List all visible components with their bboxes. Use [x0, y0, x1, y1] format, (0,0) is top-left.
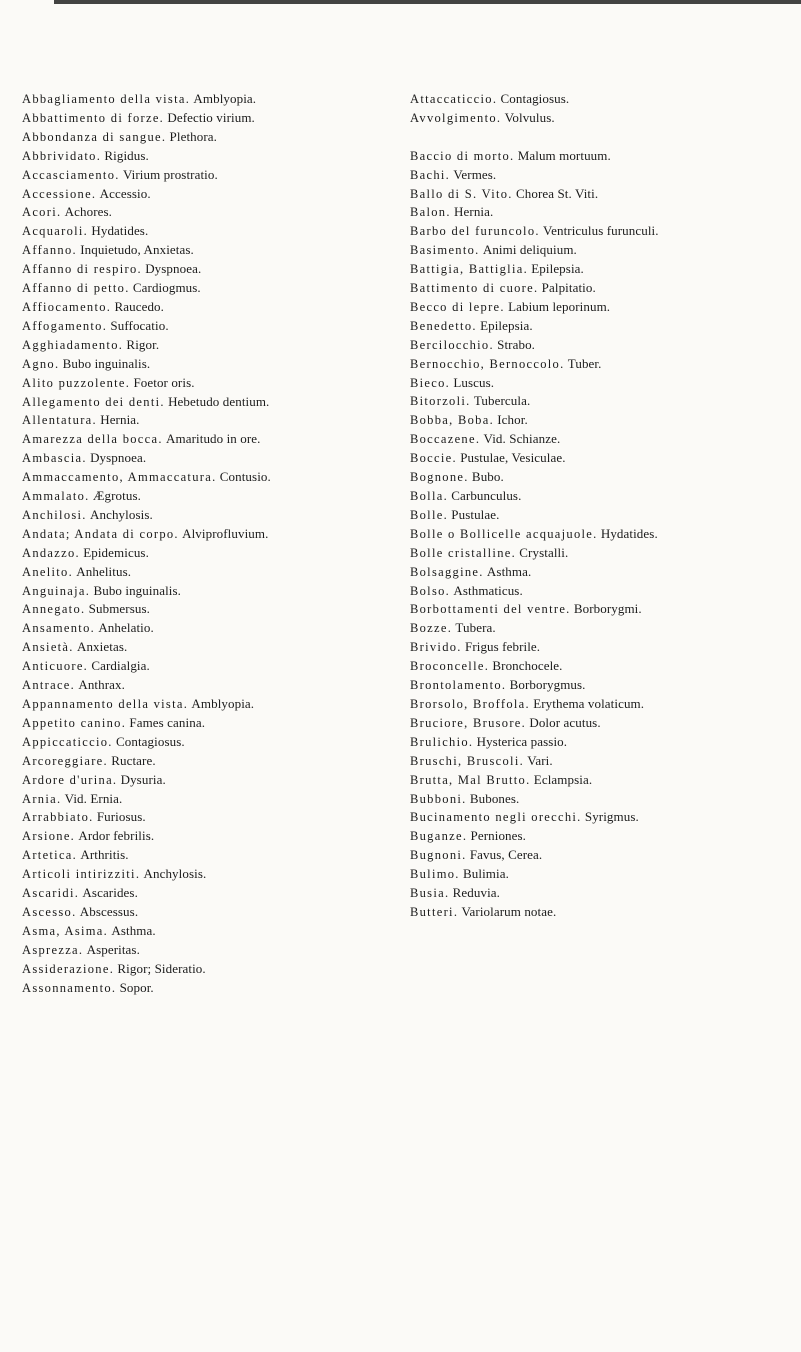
entry-term: Basimento.	[410, 243, 480, 258]
entry-translation: Anhelatio.	[98, 620, 154, 636]
entry-term: Affiocamento.	[22, 299, 112, 314]
dictionary-entry	[22, 430, 390, 449]
entry-translation: Asperitas.	[86, 941, 140, 957]
dictionary-entry	[22, 90, 390, 109]
entry-term: Ansietà.	[22, 640, 74, 655]
dictionary-entry	[22, 449, 390, 468]
entry-term: Asprezza.	[22, 942, 84, 957]
entry-term: Becco di lepre.	[410, 299, 505, 314]
dictionary-entry	[410, 355, 790, 374]
entry-translation: Labium leporinum.	[508, 298, 611, 314]
entry-term: Amarezza della bocca.	[22, 432, 163, 447]
entry-translation: Ardor febrilis.	[78, 828, 155, 844]
entry-term: Bolso.	[410, 583, 451, 598]
entry-term: Brulichio.	[410, 734, 474, 749]
entry-translation: Virium prostratio.	[122, 166, 218, 182]
dictionary-entry	[22, 752, 390, 771]
entry-translation: Achores.	[64, 204, 113, 220]
entry-translation: Vid. Schianze.	[483, 431, 561, 447]
dictionary-entry	[410, 222, 790, 241]
dictionary-entry	[410, 846, 790, 865]
entry-translation: Luscus.	[453, 374, 495, 390]
entry-term: Andazzo.	[22, 545, 80, 560]
dictionary-entry	[22, 714, 390, 733]
entry-term: Anguinaja.	[22, 583, 91, 598]
entry-term: Anticuore.	[22, 659, 89, 674]
entry-term: Accessione.	[22, 186, 97, 201]
entry-translation: Hydatides.	[600, 525, 658, 541]
entry-term: Battimento di cuore.	[410, 281, 539, 296]
entry-term: Brorsolo, Broffola.	[410, 696, 530, 711]
entry-term: Annegato.	[22, 602, 86, 617]
entry-term: Bitorzoli.	[410, 394, 471, 409]
dictionary-entry	[22, 128, 390, 147]
entry-translation: Bulimia.	[462, 866, 509, 882]
dictionary-entry	[22, 222, 390, 241]
entry-translation: Defectio virium.	[167, 109, 255, 125]
entry-translation: Anchylosis.	[143, 866, 207, 882]
dictionary-entry	[410, 714, 790, 733]
entry-term: Bolle cristalline.	[410, 545, 517, 560]
entry-translation: Dolor acutus.	[529, 714, 601, 730]
dictionary-entry	[410, 695, 790, 714]
dictionary-entry	[410, 430, 790, 449]
left-column	[22, 90, 390, 998]
top-rule	[54, 0, 801, 4]
dictionary-entry	[22, 393, 390, 412]
dictionary-entry	[22, 733, 390, 752]
entry-term: Arnia.	[22, 791, 62, 806]
entry-term: Ammaccamento, Ammaccatura.	[22, 470, 217, 485]
entry-term: Appetito canino.	[22, 715, 127, 730]
entry-translation: Epilepsia.	[531, 261, 584, 277]
entry-translation: Hebetudo dentium.	[168, 393, 270, 409]
entry-translation: Asthmaticus.	[453, 582, 523, 598]
dictionary-entry	[410, 449, 790, 468]
dictionary-entry	[410, 411, 790, 430]
dictionary-entry	[410, 241, 790, 260]
dictionary-entry	[410, 600, 790, 619]
entry-translation: Ascarides.	[82, 885, 138, 901]
entry-translation: Chorea St. Viti.	[515, 185, 599, 201]
dictionary-entry	[22, 979, 390, 998]
dictionary-entry	[410, 884, 790, 903]
dictionary-entry	[22, 336, 390, 355]
entry-term: Attaccaticcio.	[410, 92, 498, 106]
dictionary-entry	[22, 582, 390, 601]
entry-translation: Anchylosis.	[89, 506, 153, 522]
entry-term: Andata; Andata di corpo.	[22, 526, 179, 541]
entry-term: Bolsaggine.	[410, 564, 484, 579]
entry-translation: Amblyopia.	[191, 696, 255, 711]
right-column	[410, 90, 790, 922]
dictionary-entry	[410, 109, 790, 128]
entry-term: Ardore d'urina.	[22, 772, 118, 787]
dictionary-entry	[410, 563, 790, 582]
entry-translation: Fames canina.	[129, 714, 206, 730]
entry-translation: Epidemicus.	[83, 544, 149, 560]
entry-term: Bobba, Boba.	[410, 413, 494, 428]
entry-translation: Amaritudo in ore.	[166, 431, 261, 447]
entry-translation: Rigor; Sideratio.	[117, 960, 206, 976]
dictionary-entry	[22, 808, 390, 827]
dictionary-entry	[22, 506, 390, 525]
entry-term: Borbottamenti del ventre.	[410, 602, 571, 617]
entry-translation: Amblyopia.	[193, 91, 257, 106]
entry-translation: Erythema volaticum.	[533, 695, 645, 711]
entry-term: Agghiadamento.	[22, 337, 124, 352]
entry-translation: Variolarum notae.	[461, 903, 557, 919]
dictionary-entry	[22, 279, 390, 298]
dictionary-entry	[410, 317, 790, 336]
entry-term: Bolla.	[410, 489, 449, 504]
entry-term: Acori.	[22, 205, 62, 220]
entry-term: Allegamento dei denti.	[22, 394, 165, 409]
dictionary-entry	[22, 903, 390, 922]
dictionary-entry	[22, 676, 390, 695]
entry-translation: Bronchocele.	[492, 658, 563, 674]
dictionary-entry	[22, 695, 390, 714]
dictionary-entry	[410, 808, 790, 827]
entry-term: Acquaroli.	[22, 224, 89, 239]
dictionary-entry	[410, 865, 790, 884]
entry-translation: Inquietudo, Anxietas.	[80, 242, 194, 258]
entry-term: Bieco.	[410, 375, 451, 390]
dictionary-entry	[22, 374, 390, 393]
entry-translation: Perniones.	[470, 828, 527, 844]
entry-translation: Rigidus.	[104, 147, 149, 163]
entry-translation: Cardialgia.	[91, 658, 150, 674]
dictionary-entry	[22, 922, 390, 941]
entry-translation: Favus, Cerea.	[469, 847, 543, 863]
entry-translation: Eclampsia.	[533, 771, 593, 787]
entry-translation: Raucedo.	[114, 298, 164, 314]
entry-term: Broconcelle.	[410, 659, 490, 674]
dictionary-entry	[22, 317, 390, 336]
entry-translation: Anxietas.	[76, 639, 128, 655]
dictionary-entry	[410, 147, 790, 166]
dictionary-entry	[22, 960, 390, 979]
entry-translation: Reduvia.	[452, 885, 501, 901]
entry-translation: Vari.	[527, 752, 553, 768]
entry-translation: Tuber.	[567, 355, 602, 371]
entry-translation: Borborygmus.	[509, 677, 586, 693]
dictionary-entry	[22, 619, 390, 638]
entry-translation: Rigor.	[126, 336, 160, 352]
entry-translation: Suffocatio.	[110, 317, 169, 333]
entry-term: Allentatura.	[22, 413, 97, 428]
entry-term: Ammalato.	[22, 489, 90, 504]
entry-term: Antrace.	[22, 678, 76, 693]
entry-term: Baccio di morto.	[410, 148, 515, 163]
dictionary-entry	[410, 582, 790, 601]
entry-term: Appiccaticcio.	[22, 734, 113, 749]
dictionary-entry	[410, 279, 790, 298]
entry-translation: Syrigmus.	[584, 809, 639, 825]
entry-term: Arrabbiato.	[22, 810, 94, 825]
dictionary-entry	[410, 771, 790, 790]
entry-term: Ascesso.	[22, 904, 77, 919]
entry-term: Assiderazione.	[22, 961, 115, 976]
entry-translation: Dyspnoea.	[90, 450, 147, 466]
dictionary-entry	[22, 657, 390, 676]
entry-translation: Asthma.	[486, 563, 532, 579]
dictionary-entry	[22, 203, 390, 222]
entry-translation: Bubones.	[469, 790, 520, 806]
dictionary-entry	[22, 487, 390, 506]
entry-translation: Animi deliquium.	[482, 242, 577, 258]
dictionary-entry	[410, 203, 790, 222]
dictionary-entry	[410, 298, 790, 317]
entry-translation: Sopor.	[119, 979, 154, 995]
dictionary-entry	[410, 392, 790, 411]
entry-translation: Hernia.	[454, 204, 494, 220]
entry-term: Abbrividato.	[22, 148, 102, 163]
dictionary-entry	[22, 884, 390, 903]
dictionary-entry	[22, 185, 390, 204]
entry-translation: Hysterica passio.	[476, 733, 568, 749]
entry-term: Bognone.	[410, 470, 469, 485]
entry-translation: Alviprofluvium.	[182, 525, 269, 541]
dictionary-entry	[410, 468, 790, 487]
entry-translation: Strabo.	[497, 336, 536, 352]
entry-term: Avvolgimento.	[410, 110, 502, 125]
dictionary-entry	[22, 638, 390, 657]
entry-translation: Malum mortuum.	[517, 147, 611, 163]
entry-term: Bozze.	[410, 621, 453, 636]
dictionary-entry	[22, 544, 390, 563]
entry-term: Affanno di petto.	[22, 281, 130, 296]
entry-translation: Borborygmi.	[573, 601, 642, 617]
entry-term: Bolle.	[410, 507, 449, 522]
dictionary-entry	[22, 468, 390, 487]
dictionary-entry	[22, 600, 390, 619]
dictionary-entry	[410, 166, 790, 185]
dictionary-entry	[410, 544, 790, 563]
entry-translation: Contusio.	[219, 469, 271, 485]
entry-translation: Bubo.	[471, 469, 504, 485]
dictionary-entry	[410, 185, 790, 204]
entry-term: Bachi.	[410, 167, 451, 182]
dictionary-entry	[22, 865, 390, 884]
entry-translation: Tubera.	[455, 620, 496, 636]
entry-translation: Ventriculus furunculi.	[543, 223, 659, 239]
entry-term: Alito puzzolente.	[22, 375, 131, 390]
entry-term: Bruciore, Brusore.	[410, 715, 527, 730]
dictionary-entry	[410, 752, 790, 771]
entry-term: Articoli intirizziti.	[22, 867, 141, 882]
entry-term: Ballo di S. Vito.	[410, 186, 513, 201]
entry-term: Boccie.	[410, 451, 457, 466]
entry-translation: Vermes.	[453, 166, 497, 182]
entry-translation: Contagiosus.	[500, 91, 570, 106]
entry-term: Appannamento della vista.	[22, 697, 189, 711]
entry-term: Accasciamento.	[22, 167, 120, 182]
entry-translation: Anthrax.	[78, 677, 125, 693]
entry-translation: Ichor.	[497, 412, 528, 428]
entry-term: Bubboni.	[410, 791, 467, 806]
entry-term: Abbondanza di sangue.	[22, 129, 167, 144]
dictionary-entry	[410, 657, 790, 676]
entry-term: Ascaridi.	[22, 886, 80, 901]
entry-term: Bolle o Bollicelle acquajuole.	[410, 526, 598, 541]
entry-translation: Hernia.	[100, 412, 140, 428]
entry-term: Brivido.	[410, 640, 462, 655]
dictionary-entry	[22, 790, 390, 809]
entry-translation: Pustulae.	[451, 506, 500, 522]
entry-translation: Epilepsia.	[480, 317, 533, 333]
entry-translation: Crystalli.	[519, 544, 569, 560]
entry-term: Barbo del furuncolo.	[410, 224, 540, 239]
entry-term: Brontolamento.	[410, 678, 507, 693]
entry-translation: Dysuria.	[120, 771, 166, 787]
entry-translation: Tubercula.	[473, 393, 531, 409]
entry-translation: Volvulus.	[504, 109, 555, 125]
entry-translation: Anhelitus.	[76, 563, 132, 579]
entry-translation: Contagiosus.	[115, 733, 185, 749]
entry-translation: Hydatides.	[91, 223, 149, 239]
dictionary-entry	[410, 638, 790, 657]
dictionary-entry	[410, 506, 790, 525]
entry-term: Anchilosi.	[22, 507, 87, 522]
dictionary-entry	[410, 790, 790, 809]
dictionary-entry	[410, 525, 790, 544]
entry-term: Benedetto.	[410, 318, 477, 333]
entry-translation: Pustulae, Vesiculae.	[460, 450, 566, 466]
dictionary-entry	[22, 355, 390, 374]
entry-term: Busia.	[410, 886, 450, 901]
entry-translation: Plethora.	[169, 128, 218, 144]
entry-term: Bulimo.	[410, 867, 460, 882]
dictionary-entry	[410, 90, 790, 109]
entry-translation: Furiosus.	[96, 809, 146, 825]
entry-term: Balon.	[410, 205, 451, 220]
entry-term: Agno.	[22, 356, 60, 371]
entry-translation: Vid. Ernia.	[64, 790, 123, 806]
entry-translation: Dyspnoea.	[145, 261, 202, 277]
entry-translation: Palpitatio.	[541, 280, 596, 296]
entry-term: Bernocchio, Bernoccolo.	[410, 356, 565, 371]
dictionary-entry	[22, 771, 390, 790]
dictionary-entry	[22, 147, 390, 166]
dictionary-entry	[22, 166, 390, 185]
entry-translation: Arthritis.	[80, 847, 129, 863]
entry-translation: Submersus.	[88, 601, 150, 617]
entry-term: Bugnoni.	[410, 848, 467, 863]
dictionary-entry	[410, 827, 790, 846]
entry-translation: Asthma.	[111, 922, 156, 938]
entry-term: Assonnamento.	[22, 980, 117, 995]
entry-term: Ansamento.	[22, 621, 96, 636]
dictionary-entry	[410, 903, 790, 922]
dictionary-entry	[22, 298, 390, 317]
dictionary-entry	[22, 827, 390, 846]
dictionary-entry	[410, 487, 790, 506]
entry-translation: Abscessus.	[79, 903, 139, 919]
dictionary-entry	[22, 846, 390, 865]
entry-term: Bucinamento negli orecchi.	[410, 810, 582, 825]
dictionary-entry	[22, 563, 390, 582]
dictionary-entry	[410, 336, 790, 355]
entry-term: Arcoreggiare.	[22, 753, 108, 768]
entry-term: Bercilocchio.	[410, 337, 494, 352]
entry-translation: Ægrotus.	[92, 488, 141, 504]
entry-term: Abbagliamento della vista.	[22, 92, 191, 106]
entry-term: Artetica.	[22, 848, 78, 863]
dictionary-entry	[410, 260, 790, 279]
entry-term: Asma, Asima.	[22, 923, 109, 938]
entry-translation: Cardiogmus.	[132, 280, 201, 296]
dictionary-entry	[410, 733, 790, 752]
entry-term: Ambascia.	[22, 451, 87, 466]
entry-term: Buganze.	[410, 829, 468, 844]
entry-translation: Accessio.	[99, 185, 151, 201]
dictionary-entry	[410, 676, 790, 695]
entry-term: Affogamento.	[22, 318, 108, 333]
dictionary-entry	[22, 941, 390, 960]
entry-translation: Carbunculus.	[451, 488, 522, 504]
entry-term: Affanno di respiro.	[22, 262, 142, 277]
dictionary-entry	[22, 411, 390, 430]
entry-term: Butteri.	[410, 904, 459, 919]
dictionary-entry	[22, 109, 390, 128]
dictionary-entry	[22, 525, 390, 544]
entry-translation: Ructare.	[111, 752, 156, 768]
dictionary-entry	[410, 374, 790, 393]
dictionary-entry	[410, 619, 790, 638]
dictionary-entry	[22, 241, 390, 260]
entry-term: Brutta, Mal Brutto.	[410, 772, 531, 787]
entry-term: Battigia, Battiglia.	[410, 262, 528, 277]
entry-translation: Bubo inguinalis.	[62, 355, 151, 371]
entry-term: Boccazene.	[410, 432, 481, 447]
entry-term: Affanno.	[22, 243, 77, 258]
entry-translation: Foetor oris.	[133, 374, 195, 390]
entry-term: Arsione.	[22, 829, 76, 844]
entry-term: Bruschi, Bruscoli.	[410, 753, 525, 768]
entry-translation: Bubo inguinalis.	[93, 582, 182, 598]
dictionary-entry	[22, 260, 390, 279]
entry-term: Anelito.	[22, 564, 74, 579]
entry-translation: Frigus febrile.	[464, 639, 541, 655]
entry-term: Abbattimento di forze.	[22, 110, 165, 125]
